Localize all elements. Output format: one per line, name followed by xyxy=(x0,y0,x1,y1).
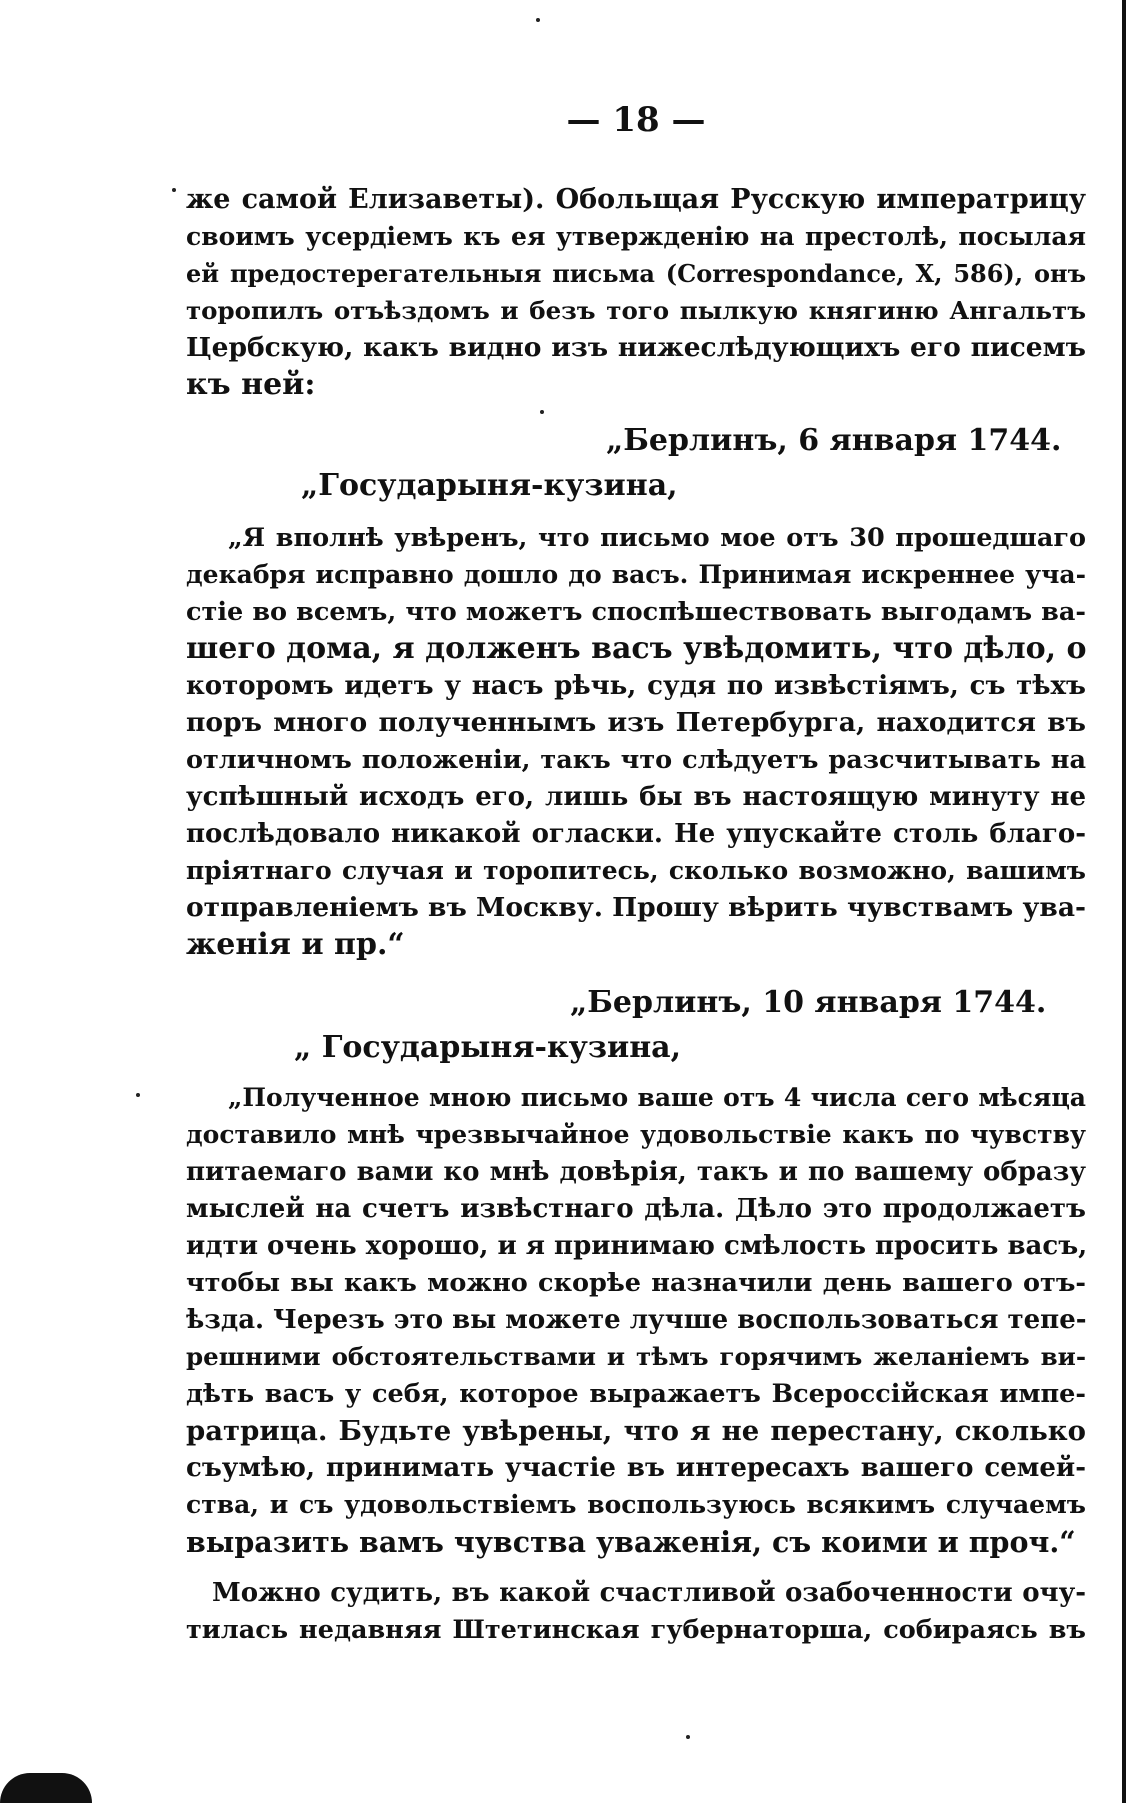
text-line: доставило мнѣ чрезвычайное удовольствіе какъ по чувству xyxy=(186,1120,1086,1149)
text-line: мыслей на счетъ извѣстнаго дѣла. Дѣло это продолжаетъ xyxy=(186,1194,1086,1224)
text-line: идти очень хорошо, и я принимаю смѣлость просить васъ, xyxy=(186,1231,1088,1261)
text-line: пріятнаго случая и торопитесь, сколько возможно, вашимъ xyxy=(186,856,1086,885)
text-line: стіе во всемъ, что можетъ споспѣшествовать выгодамъ ва- xyxy=(186,597,1086,627)
text-line: съумѣю, принимать участіе въ интересахъ вашего семей- xyxy=(186,1453,1086,1483)
text-line: Цербскую, какъ видно изъ нижеслѣдующихъ его писемъ xyxy=(186,332,1086,363)
text-line: декабря исправно дошло до васъ. Принимая искреннее уча- xyxy=(186,560,1086,589)
text-line: поръ много полученнымъ изъ Петербурга, находится въ xyxy=(186,707,1086,738)
text-line: „Я вполнѣ увѣренъ, что письмо мое отъ 30 прошедшаго xyxy=(228,523,1086,553)
text-line: Можно судить, въ какой счастливой озабоченности очу- xyxy=(212,1578,1086,1608)
text-line: же самой Елизаветы). Обольщая Русскую императрицу xyxy=(186,184,1086,215)
ink-speck xyxy=(136,1093,140,1097)
ink-blot xyxy=(0,1773,92,1803)
text-line: успѣшный исходъ его, лишь бы въ настоящую минуту не xyxy=(186,782,1086,812)
text-line: питаемаго вами ко мнѣ довѣрія, такъ и по вашему образу xyxy=(186,1157,1086,1187)
ink-speck xyxy=(536,18,540,22)
text-line: женія и пр.“ xyxy=(186,927,405,962)
text-line: чтобы вы какъ можно скорѣе назначили день вашего отъ- xyxy=(186,1268,1086,1298)
text-line: отправленіемъ въ Москву. Прошу вѣрить чувствамъ ува- xyxy=(186,892,1086,923)
text-line: выразить вамъ чувства уваженія, съ коими и проч.“ xyxy=(186,1525,1076,1559)
text-line: ѣзда. Черезъ это вы можете лучше воспользоваться тепе- xyxy=(186,1305,1087,1335)
page-edge xyxy=(1122,0,1126,1803)
text-line: решними обстоятельствами и тѣмъ горячимъ желаніемъ ви- xyxy=(186,1342,1086,1371)
text-line: дѣть васъ у себя, которое выражаетъ Всероссійская импе- xyxy=(186,1379,1086,1409)
letter-dateline: „Берлинъ, 10 января 1744. xyxy=(570,985,1047,1020)
letter-salutation: „ Государыня-кузина, xyxy=(294,1030,682,1065)
text-line: ства, и съ удовольствіемъ воспользуюсь всякимъ случаемъ xyxy=(186,1490,1086,1519)
text-line: отличномъ положеніи, такъ что слѣдуетъ разсчитывать на xyxy=(186,745,1086,775)
text-line: послѣдовало никакой огласки. Не упускайте столь благо- xyxy=(186,819,1086,849)
letter-dateline: „Берлинъ, 6 января 1744. xyxy=(606,423,1062,458)
text-line: которомъ идетъ у насъ рѣчь, судя по извѣстіямъ, съ тѣхъ xyxy=(186,671,1086,701)
text-line: торопилъ отъѣздомъ и безъ того пылкую княгиню Ангальтъ xyxy=(186,296,1086,325)
letter-salutation: „Государыня-кузина, xyxy=(301,468,678,503)
text-line: къ ней: xyxy=(186,367,316,402)
ink-speck xyxy=(686,1735,690,1739)
ink-speck xyxy=(540,410,544,414)
text-line: шего дома, я долженъ васъ увѣдомить, что дѣло, о xyxy=(186,631,1087,666)
text-line: своимъ усердіемъ къ ея утвержденію на престолѣ, посылая xyxy=(186,222,1086,251)
text-line: тилась недавняя Штетинская губернаторша, собираясь въ xyxy=(186,1615,1086,1645)
text-line: „Полученное мною письмо ваше отъ 4 числа сего мѣсяца xyxy=(228,1083,1086,1112)
page-number: — 18 — xyxy=(566,100,706,140)
text-line: ратрица. Будьте увѣрены, что я не перестану, сколько xyxy=(186,1415,1086,1447)
text-line: ей предостерегательныя письма (Correspondance, X, 586), онъ xyxy=(186,259,1086,288)
ink-speck xyxy=(172,188,176,192)
